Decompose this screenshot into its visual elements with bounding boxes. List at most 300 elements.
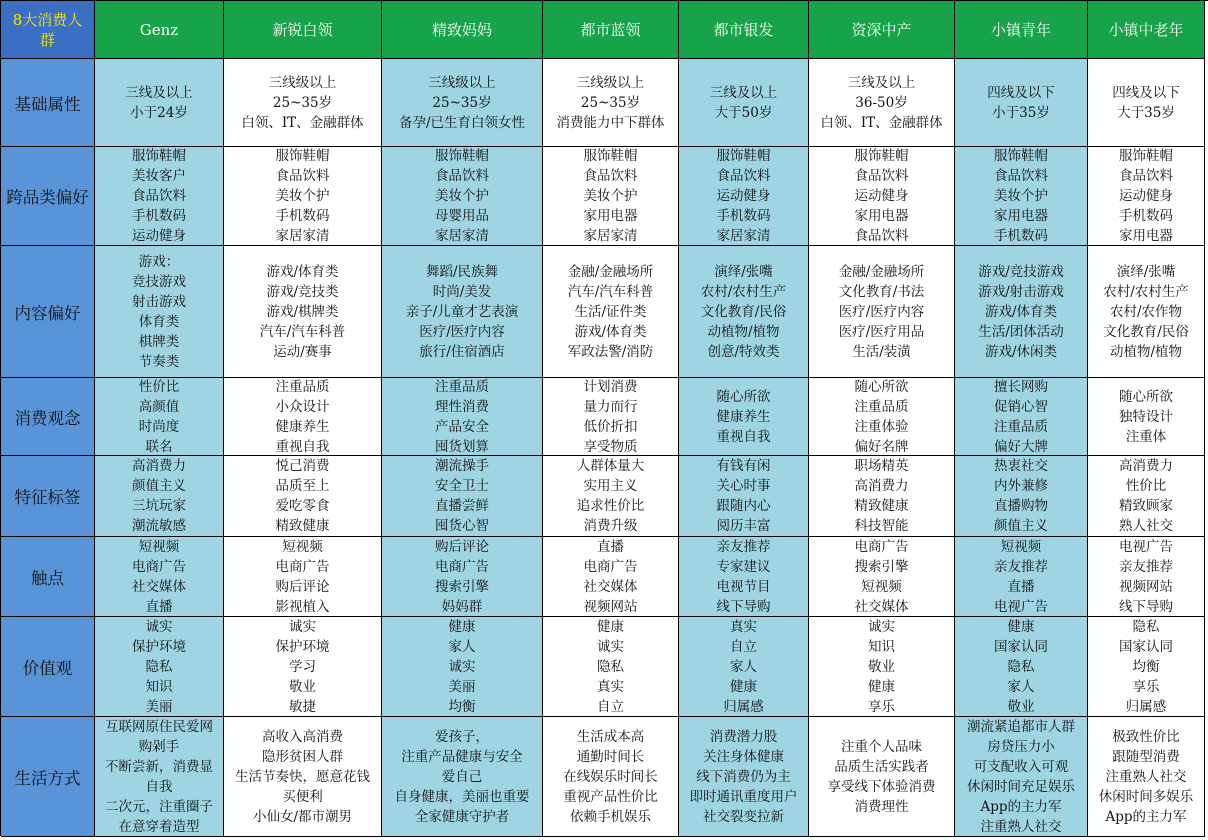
- cell-line: 消费理性: [854, 798, 909, 815]
- table-cell: [809, 537, 955, 617]
- cell-line: 敏捷: [289, 698, 316, 715]
- cell-line: 文化教育/民俗: [1103, 323, 1189, 340]
- cell-line: 注重熟人社交: [980, 818, 1062, 835]
- cell-line: 跟随内心: [716, 498, 771, 514]
- cell-line: 重视产品性价比: [563, 788, 658, 805]
- cell-line: 享受线下体验消费: [827, 778, 936, 795]
- cell-line: 精致顾家: [1119, 498, 1173, 514]
- cell-line: 美丽: [145, 698, 173, 715]
- cell-lines: [449, 617, 476, 717]
- cell-line: 热衷社交: [994, 458, 1048, 474]
- table-cell: [224, 147, 382, 246]
- cell-line: 重视自我: [716, 428, 771, 445]
- cell-line: 归属感: [723, 698, 764, 715]
- cell-line: 四线及以下: [1112, 84, 1180, 101]
- cell-line: 归属感: [1125, 698, 1167, 715]
- cell-line: 游戏/竞技游戏: [978, 263, 1064, 280]
- cell-line: 社交媒体: [854, 598, 909, 615]
- table-cell: [382, 537, 543, 617]
- cell-lines: [994, 456, 1048, 536]
- cell-line: 颜值主义: [994, 518, 1048, 534]
- table-cell: [543, 246, 679, 378]
- cell-line: 健康: [730, 678, 757, 695]
- cell-lines: [241, 73, 363, 133]
- segment-header-refined-moms: 精致妈妈: [382, 1, 543, 59]
- cell-lines: [994, 537, 1048, 617]
- cell-lines: [1119, 617, 1173, 717]
- cell-line: 大于50岁: [714, 104, 773, 121]
- cell-line: 运动健身: [132, 228, 186, 244]
- cell-line: 食品饮料: [994, 168, 1048, 184]
- cell-line: 享乐: [868, 698, 895, 715]
- cell-line: 休闲时间多娱乐: [1098, 788, 1194, 805]
- cell-line: 运动/赛事: [273, 343, 332, 360]
- cell-line: 三线及以上: [709, 84, 778, 101]
- cell-line: 美妆个护: [275, 188, 330, 204]
- cell-line: 直播: [597, 538, 624, 555]
- cell-line: 服饰鞋帽: [994, 148, 1048, 164]
- cell-line: 产品安全: [435, 418, 489, 435]
- table-cell: [809, 456, 955, 537]
- cell-line: 偏好大牌: [994, 438, 1048, 455]
- cell-line: App的主力军: [980, 798, 1062, 815]
- table-cell: [955, 456, 1088, 537]
- cell-line: 医疗/医疗用品: [838, 323, 925, 340]
- cell-line: 直播: [145, 598, 173, 615]
- cell-line: 注重个人品味: [841, 738, 922, 755]
- cell-line: 购后评论: [275, 578, 330, 595]
- cell-line: 美妆客户: [132, 168, 186, 184]
- cell-line: 关注身体健康: [703, 748, 784, 765]
- cell-line: 电视节目: [716, 578, 771, 595]
- cell-line: 家用电器: [583, 208, 638, 224]
- cell-line: 注重品质: [275, 378, 330, 395]
- table-cell: [382, 456, 543, 537]
- cell-line: 农村/农村生产: [700, 283, 787, 300]
- cell-line: 潮流操手: [435, 458, 489, 474]
- cell-lines: [577, 456, 645, 536]
- cell-line: 手机数码: [994, 228, 1048, 244]
- cell-line: 家居家清: [275, 228, 330, 244]
- cell-line: 潮流紧追都市人群: [967, 718, 1075, 735]
- cell-line: 视频网站: [1119, 578, 1173, 595]
- cell-line: 爱孩子，: [435, 728, 489, 745]
- cell-line: 25~35岁: [580, 94, 641, 111]
- cell-line: 游戏/射击游戏: [978, 283, 1064, 300]
- cell-line: 隐私: [145, 658, 173, 675]
- cell-lines: [710, 83, 778, 123]
- cell-line: 联名: [145, 438, 173, 455]
- cell-line: 白领、IT、金融群体: [820, 114, 943, 131]
- cell-line: 汽车/汽车科普: [259, 323, 346, 340]
- cell-lines: [597, 617, 624, 717]
- cell-line: 专家建议: [716, 558, 771, 575]
- cell-line: 医疗/医疗内容: [419, 323, 505, 340]
- cell-line: 家用电器: [1119, 228, 1173, 244]
- cell-line: 知识: [145, 678, 173, 695]
- table-cell: [224, 59, 382, 147]
- cell-line: 服饰鞋帽: [132, 148, 186, 164]
- cell-line: 健康养生: [716, 408, 771, 425]
- cell-line: 视频网站: [583, 598, 638, 615]
- cell-line: 全家健康守护者: [414, 808, 510, 825]
- cell-lines: [855, 378, 909, 456]
- cell-line: 偏好名牌: [854, 438, 909, 455]
- cell-line: 线下导购: [1119, 598, 1173, 615]
- table-cell: [543, 147, 679, 246]
- table-cell: [809, 378, 955, 456]
- cell-lines: [260, 262, 346, 362]
- cell-line: 旅行/住宿酒店: [419, 343, 505, 360]
- cell-line: 美妆个护: [435, 188, 489, 204]
- cell-line: 食品饮料: [583, 168, 638, 184]
- cell-line: 服饰鞋帽: [1119, 148, 1173, 164]
- cell-line: 手机数码: [1119, 208, 1173, 224]
- table-title: 8大消费人群: [12, 10, 83, 49]
- cell-line: 食品饮料: [132, 188, 186, 204]
- cell-line: 职场精英: [854, 458, 909, 474]
- cell-line: 保护环境: [275, 638, 330, 655]
- cell-lines: [1112, 83, 1180, 123]
- cell-line: 手机数码: [132, 208, 186, 224]
- cell-line: 保护环境: [132, 638, 186, 655]
- cell-line: 小众设计: [275, 398, 330, 415]
- table-cell: [955, 59, 1088, 147]
- cell-line: 阅历丰富: [716, 518, 771, 534]
- cell-line: 食品饮料: [275, 168, 330, 184]
- segment-header-town-youth: 小镇青年: [955, 1, 1088, 59]
- cell-line: 健康: [597, 618, 624, 635]
- table-cell: [95, 147, 224, 246]
- table-cell: [679, 378, 809, 456]
- cell-line: 母婴用品: [435, 208, 489, 224]
- cell-line: 均衡: [448, 698, 476, 715]
- cell-line: 直播尝鲜: [435, 498, 489, 514]
- cell-lines: [435, 147, 489, 246]
- cell-line: 三线及以上: [125, 84, 193, 101]
- cell-lines: [855, 537, 909, 617]
- cell-line: 小于24岁: [130, 104, 188, 121]
- cell-line: 电商广告: [583, 558, 638, 575]
- cell-line: 注重体: [1125, 428, 1167, 445]
- cell-line: 注重品质: [435, 378, 489, 395]
- cell-line: 精致健康: [854, 498, 909, 514]
- table-cell: [679, 717, 809, 837]
- cell-line: 农村/农作物: [1109, 303, 1183, 320]
- cell-line: 囤货心智: [435, 518, 489, 534]
- cell-lines: [855, 456, 909, 536]
- cell-line: 依赖手机娱乐: [570, 808, 651, 825]
- segment-header-new-white-collar: 新锐白领: [224, 1, 382, 59]
- cell-line: 敬业: [868, 658, 895, 675]
- cell-line: 动植物/植物: [1109, 343, 1183, 360]
- cell-line: 品质生活实践者: [834, 758, 929, 775]
- cell-line: 颜值主义: [132, 478, 186, 494]
- table-cell: [955, 147, 1088, 246]
- cell-line: 在意穿着造型: [118, 818, 200, 835]
- table-cell: [543, 717, 679, 837]
- cell-line: 悦己消费: [275, 458, 330, 474]
- cell-line: 36-50岁: [855, 94, 908, 111]
- cell-line: 社交裂变拉新: [703, 808, 784, 825]
- cell-line: 备孕/已生育白领女性: [398, 114, 526, 131]
- table-cell: [95, 456, 224, 537]
- cell-lines: [690, 727, 798, 827]
- cell-line: 短视频: [861, 578, 902, 595]
- cell-line: 运动健身: [854, 188, 909, 204]
- cell-line: 家人: [448, 638, 476, 655]
- cell-line: 隐私: [1132, 618, 1160, 635]
- table-cell: [382, 617, 543, 717]
- cell-lines: [717, 456, 771, 536]
- table-cell: [679, 537, 809, 617]
- segment-header-senior-middle-class: 资深中产: [809, 1, 955, 59]
- table-cell: [382, 378, 543, 456]
- cell-line: 真实: [597, 678, 624, 695]
- cell-line: 在线娱乐时间长: [563, 768, 658, 785]
- cell-line: 游戏/体育类: [266, 263, 339, 280]
- cell-lines: [276, 537, 330, 617]
- cell-line: 低价折扣: [583, 418, 638, 435]
- cell-lines: [132, 617, 186, 717]
- cell-lines: [435, 378, 489, 456]
- table-cell: [543, 378, 679, 456]
- table-cell: [95, 246, 224, 378]
- cell-line: 农村/农村生产: [1103, 283, 1189, 300]
- cell-line: 理性消费: [435, 398, 489, 415]
- cell-line: 消费升级: [583, 518, 638, 534]
- table-cell: [679, 147, 809, 246]
- cell-line: 直播: [1007, 578, 1035, 595]
- cell-line: 诚实: [289, 618, 316, 635]
- cell-line: 服饰鞋帽: [275, 148, 330, 164]
- cell-line: 性价比: [1125, 478, 1167, 494]
- cell-line: 爱自己: [441, 768, 483, 785]
- cell-lines: [235, 727, 370, 827]
- table-cell: [1088, 717, 1205, 837]
- cell-line: 电商广告: [132, 558, 186, 575]
- cell-line: 买便利: [282, 788, 323, 805]
- cell-line: 亲子/儿童才艺表演: [405, 303, 519, 320]
- cell-lines: [1099, 727, 1194, 827]
- cell-line: 爱吃零食: [275, 498, 330, 514]
- segment-header-town-elderly: 小镇中老年: [1088, 1, 1205, 59]
- cell-lines: [399, 73, 525, 133]
- cell-line: 美丽: [448, 678, 476, 695]
- cell-line: 时尚度: [138, 418, 180, 435]
- cell-line: 学习: [289, 658, 316, 675]
- cell-line: 社交媒体: [132, 578, 186, 595]
- cell-lines: [132, 456, 186, 536]
- cell-lines: [557, 73, 665, 133]
- cell-lines: [1103, 262, 1189, 362]
- cell-line: 家人: [730, 658, 757, 675]
- cell-line: 极致性价比: [1112, 728, 1180, 745]
- cell-line: 高收入高消费: [262, 728, 343, 745]
- cell-lines: [406, 262, 519, 362]
- table-cell: [679, 456, 809, 537]
- cell-line: 射击游戏: [132, 293, 186, 310]
- cell-line: 小于35岁: [992, 104, 1050, 121]
- cell-line: 消费潜力股: [709, 728, 778, 745]
- cell-line: 消费能力中下群体: [556, 114, 665, 131]
- cell-line: 计划消费: [583, 378, 638, 395]
- cell-line: 食品饮料: [854, 228, 909, 244]
- cell-line: 节奏类: [138, 353, 180, 370]
- cell-line: 注重体验: [854, 418, 909, 435]
- cell-lines: [125, 83, 193, 123]
- table-cell: [224, 378, 382, 456]
- cell-line: 服饰鞋帽: [583, 148, 638, 164]
- cell-line: 真实: [730, 618, 757, 635]
- table-cell: [1088, 456, 1205, 537]
- cell-line: 短视频: [138, 538, 180, 555]
- cell-line: 短视频: [1000, 538, 1042, 555]
- table-cell: [809, 147, 955, 246]
- table-cell: [809, 617, 955, 717]
- cell-line: 诚实: [448, 658, 476, 675]
- cell-lines: [987, 83, 1055, 123]
- cell-line: 时尚/美发: [432, 283, 492, 300]
- cell-line: 演绎/张嘴: [1116, 263, 1176, 280]
- row-header-feature-tags: 特征标签: [1, 456, 95, 537]
- table-cell: [95, 59, 224, 147]
- cell-line: 潮流敏感: [132, 518, 186, 534]
- cell-lines: [855, 147, 909, 246]
- cell-line: 游戏/休闲类: [984, 343, 1058, 360]
- cell-line: 随心所欲: [1119, 388, 1173, 405]
- cell-line: 线下导购: [716, 598, 771, 615]
- cell-line: 电视广告: [1119, 538, 1173, 555]
- cell-lines: [584, 537, 638, 617]
- table-cell: [1088, 617, 1205, 717]
- cell-line: 游戏/体育类: [574, 323, 647, 340]
- cell-line: 高消费力: [854, 478, 909, 494]
- table-cell: [382, 147, 543, 246]
- cell-line: 有钱有闲: [716, 458, 771, 474]
- table-cell: [224, 717, 382, 837]
- segment-header-genz: Genz: [95, 1, 224, 59]
- cell-lines: [139, 378, 180, 456]
- cell-lines: [105, 717, 213, 837]
- cell-line: 健康养生: [275, 418, 330, 435]
- cell-line: 汽车/汽车科普: [567, 283, 654, 300]
- cell-line: 直播购物: [994, 498, 1048, 514]
- cell-line: 三线级以上: [268, 74, 337, 91]
- cell-lines: [1119, 537, 1173, 617]
- cell-line: 影视植入: [275, 598, 330, 615]
- cell-line: 25~35岁: [432, 94, 492, 111]
- cell-line: 金融/金融场所: [838, 263, 925, 280]
- table-cell: [679, 617, 809, 717]
- cell-line: 自身健康，美丽也重要: [394, 788, 530, 805]
- cell-lines: [868, 617, 895, 717]
- cell-line: 实用主义: [583, 478, 638, 494]
- cell-line: 诚实: [597, 638, 624, 655]
- cell-line: 四线及以下: [987, 84, 1055, 101]
- cell-lines: [132, 252, 186, 372]
- cell-lines: [717, 147, 771, 246]
- cell-line: 生活/装潢: [852, 343, 911, 360]
- table-cell: [1088, 537, 1205, 617]
- cell-line: 生活/证件类: [574, 303, 647, 320]
- cell-lines: [568, 262, 654, 362]
- cell-line: 自立: [597, 698, 624, 715]
- cell-line: 享受物质: [583, 438, 638, 455]
- cell-line: 体育类: [138, 313, 180, 330]
- cell-lines: [276, 378, 330, 456]
- cell-line: 食品饮料: [435, 168, 489, 184]
- cell-line: 生活成本高: [576, 728, 645, 745]
- table-cell: [1088, 59, 1205, 147]
- cell-line: 房贷压力小: [987, 738, 1055, 755]
- table-cell: [955, 617, 1088, 717]
- cell-line: 重视自我: [275, 438, 330, 455]
- table-cell: [224, 456, 382, 537]
- cell-line: 享乐: [1132, 678, 1160, 695]
- cell-line: 自立: [730, 638, 757, 655]
- cell-lines: [994, 147, 1048, 246]
- segment-header-urban-blue-collar: 都市蓝领: [543, 1, 679, 59]
- cell-lines: [132, 537, 186, 617]
- cell-lines: [717, 537, 771, 617]
- cell-line: 游戏/竞技类: [266, 283, 339, 300]
- cell-line: 游戏/体育类: [984, 303, 1058, 320]
- cell-line: 美妆个护: [994, 188, 1048, 204]
- table-cell: [543, 617, 679, 717]
- cell-line: 人群体量大: [576, 458, 645, 474]
- cell-line: 电商广告: [854, 538, 909, 555]
- cell-line: 电视广告: [994, 598, 1048, 615]
- table-cell: [95, 537, 224, 617]
- cell-line: 敬业: [289, 678, 316, 695]
- cell-line: 白领、IT、金融群体: [241, 114, 364, 131]
- cell-lines: [978, 262, 1064, 362]
- cell-line: 家用电器: [854, 208, 909, 224]
- cell-line: 敬业: [1007, 698, 1035, 715]
- cell-lines: [1119, 456, 1173, 536]
- cell-lines: [584, 378, 638, 456]
- cell-line: 服饰鞋帽: [716, 148, 771, 164]
- cell-line: 服饰鞋帽: [435, 148, 489, 164]
- cell-line: 演绎/张嘴: [714, 263, 773, 280]
- table-cell: [1088, 147, 1205, 246]
- cell-line: 搜索引擎: [435, 578, 489, 595]
- cell-line: 注重品质: [854, 398, 909, 415]
- cell-line: 食品饮料: [854, 168, 909, 184]
- table-cell: [95, 378, 224, 456]
- cell-line: 短视频: [282, 538, 323, 555]
- cell-line: 小仙女/都市潮男: [252, 808, 353, 825]
- cell-line: 金融/金融场所: [567, 263, 654, 280]
- table-cell: [95, 717, 224, 837]
- table-cell: [543, 456, 679, 537]
- cell-line: 美妆个护: [583, 188, 638, 204]
- table-cell: [679, 59, 809, 147]
- cell-line: 跟随型消费: [1112, 748, 1180, 765]
- cell-line: 运动健身: [1119, 188, 1173, 204]
- cell-line: 手机数码: [275, 208, 330, 224]
- cell-line: 家居家清: [583, 228, 638, 244]
- cell-line: 隐形贫困人群: [262, 748, 343, 765]
- cell-line: 文化教育/书法: [838, 283, 925, 300]
- row-header-touchpoints: 触点: [1, 537, 95, 617]
- cell-lines: [717, 387, 771, 447]
- cell-lines: [276, 617, 330, 717]
- cell-line: 服饰鞋帽: [854, 148, 909, 164]
- cell-lines: [276, 147, 330, 246]
- cell-line: 高颜值: [138, 398, 180, 415]
